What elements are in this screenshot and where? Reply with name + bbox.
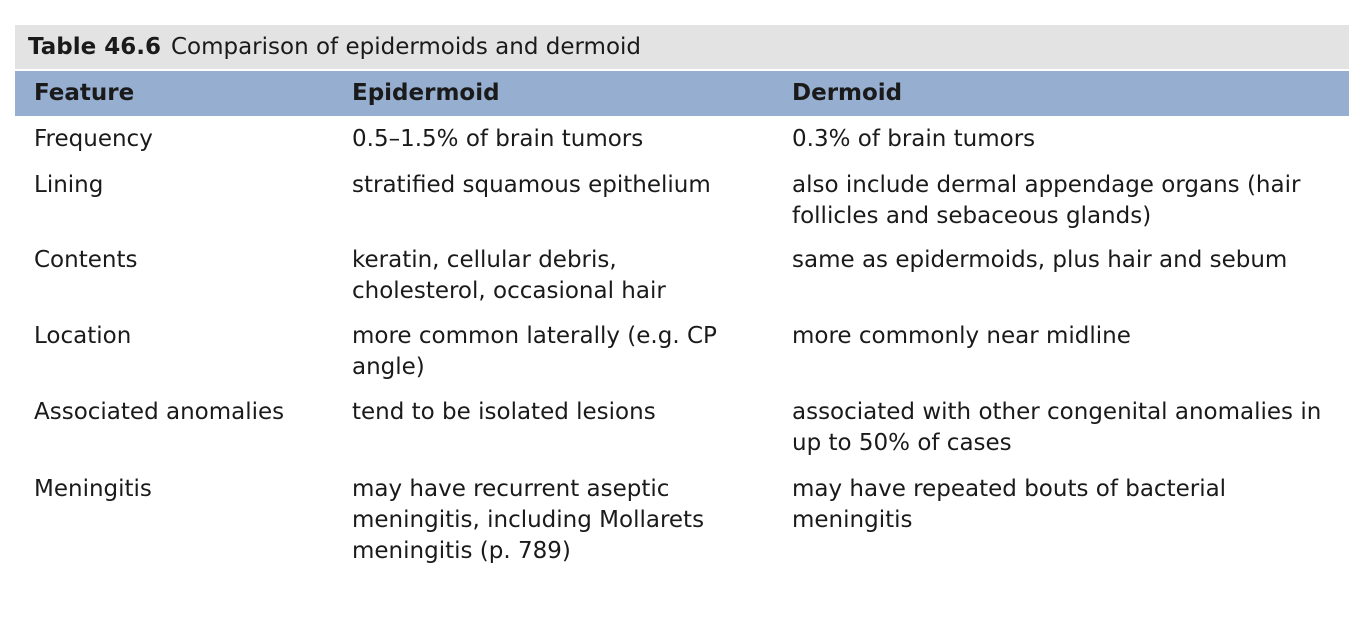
table-row (15, 321, 1349, 397)
table-header-row (15, 71, 1349, 116)
table-body (15, 124, 1349, 574)
cell-dermoid (792, 397, 1342, 459)
cell-line: same as epidermoids, plus hair and sebum (792, 247, 1288, 273)
cell-line: may have recurrent aseptic (352, 476, 670, 502)
cell-feature: Contents (34, 247, 138, 273)
cell-line: also include dermal appendage organs (hair (792, 172, 1301, 198)
cell-epidermoid (352, 321, 767, 383)
table-number: Table 46.6 (28, 34, 161, 60)
cell-dermoid (792, 245, 1342, 276)
cell-line: may have repeated bouts of bacterial (792, 476, 1227, 502)
table-row (15, 474, 1349, 574)
cell-feature: Lining (34, 172, 104, 198)
cell-epidermoid (352, 397, 767, 428)
cell-line: stratified squamous epithelium (352, 172, 711, 198)
cell-epidermoid (352, 245, 767, 307)
cell-dermoid (792, 124, 1342, 155)
header-epidermoid: Epidermoid (352, 80, 500, 106)
cell-line: follicles and sebaceous glands) (792, 203, 1152, 229)
cell-feature: Meningitis (34, 476, 152, 502)
cell-line: tend to be isolated lesions (352, 399, 656, 425)
cell-line: associated with other congenital anomalies in (792, 399, 1322, 425)
cell-line: keratin, cellular debris, (352, 247, 617, 273)
table-caption (15, 25, 1349, 69)
header-dermoid: Dermoid (792, 80, 903, 106)
cell-dermoid (792, 321, 1342, 352)
header-feature: Feature (34, 80, 135, 106)
cell-dermoid (792, 474, 1342, 536)
cell-epidermoid (352, 170, 767, 201)
table-row (15, 397, 1349, 474)
cell-epidermoid (352, 124, 767, 155)
cell-epidermoid (352, 474, 767, 567)
cell-feature: Frequency (34, 126, 153, 152)
table-row (15, 245, 1349, 321)
table-title: Comparison of epidermoids and dermoid (170, 34, 642, 60)
cell-line: meningitis (p. 789) (352, 538, 571, 564)
cell-line: 0.5–1.5% of brain tumors (352, 126, 644, 152)
cell-dermoid (792, 170, 1342, 232)
table-row (15, 170, 1349, 245)
cell-line: 0.3% of brain tumors (792, 126, 1036, 152)
cell-feature: Location (34, 323, 132, 349)
cell-feature: Associated anomalies (34, 399, 285, 425)
comparison-table (15, 25, 1349, 574)
cell-line: meningitis (792, 507, 913, 533)
cell-line: cholesterol, occasional hair (352, 278, 666, 304)
cell-line: up to 50% of cases (792, 430, 1012, 456)
table-row (15, 124, 1349, 170)
cell-line: more commonly near midline (792, 323, 1131, 349)
cell-line: angle) (352, 354, 425, 380)
cell-line: meningitis, including Mollarets (352, 507, 705, 533)
cell-line: more common laterally (e.g. CP (352, 323, 717, 349)
